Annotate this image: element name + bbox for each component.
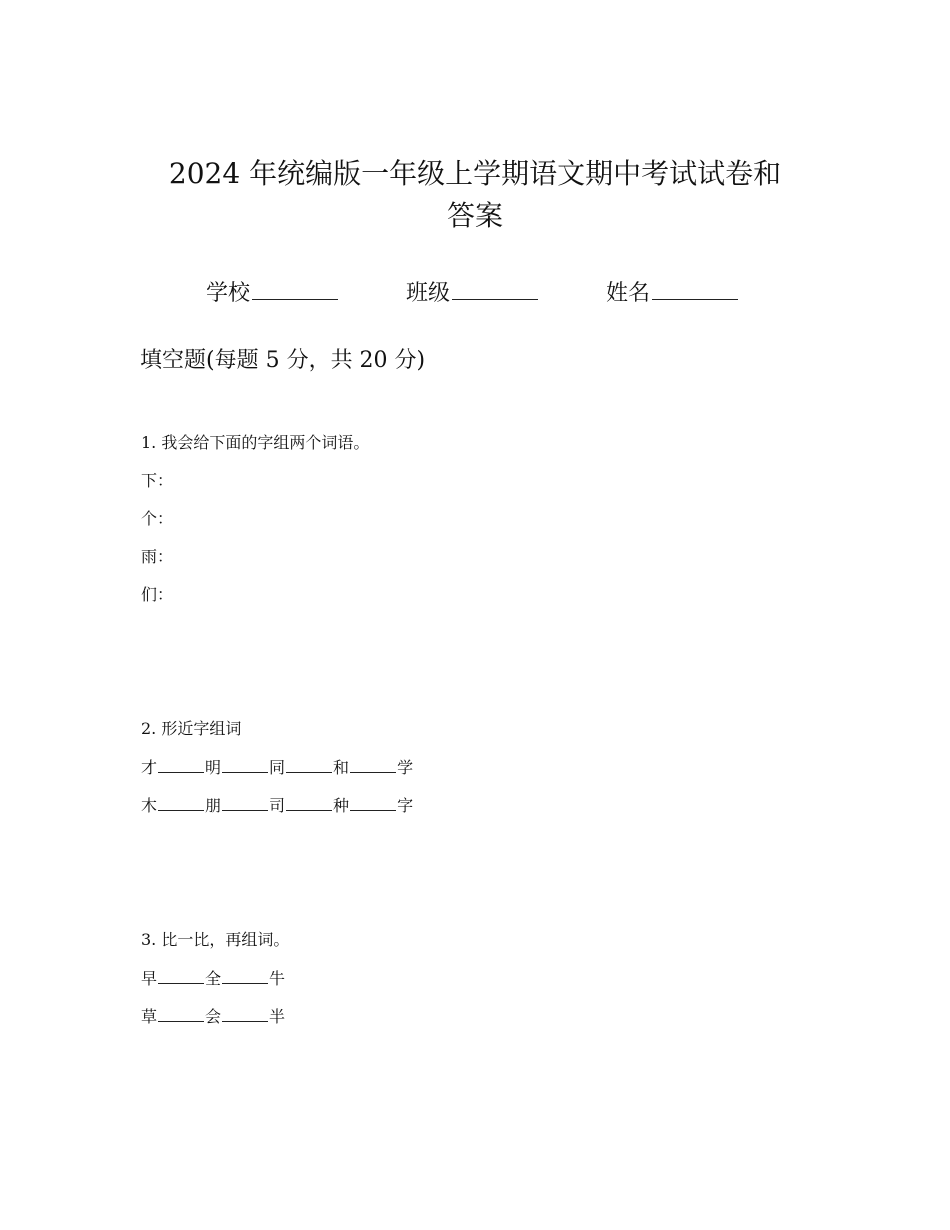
class-blank[interactable] xyxy=(452,277,538,300)
class-field xyxy=(406,277,538,310)
question-3-prompt: 3. 比一比，再组词。 xyxy=(141,930,290,949)
character: 草 xyxy=(141,1007,158,1026)
class-label: 班级 xyxy=(406,281,451,306)
school-field xyxy=(206,277,338,310)
question-3-row-2 xyxy=(141,1005,285,1028)
name-blank[interactable] xyxy=(652,277,738,300)
answer-blank[interactable] xyxy=(286,756,332,773)
school-blank[interactable] xyxy=(252,277,338,300)
answer-blank[interactable] xyxy=(158,967,204,984)
character: 会 xyxy=(205,1007,222,1026)
answer-blank[interactable] xyxy=(158,794,204,811)
character: 全 xyxy=(205,969,222,988)
answer-blank[interactable] xyxy=(222,1005,268,1022)
section-title: 填空题(每题 5 分，共 20 分) xyxy=(140,348,426,373)
character: 司 xyxy=(269,796,286,815)
character: 字 xyxy=(397,796,414,815)
question-1-item: 们： xyxy=(141,585,174,604)
school-label: 学校 xyxy=(206,281,251,306)
character: 种 xyxy=(333,796,350,815)
character: 学 xyxy=(397,758,414,777)
exam-title-line-1: 2024 年统编版一年级上学期语文期中考试试卷和 xyxy=(168,157,782,190)
character: 和 xyxy=(333,758,350,777)
question-2-prompt: 2. 形近字组词 xyxy=(141,719,242,738)
name-field xyxy=(606,277,738,310)
answer-blank[interactable] xyxy=(350,794,396,811)
question-1-prompt: 1. 我会给下面的字组两个词语。 xyxy=(141,433,370,452)
character: 才 xyxy=(141,758,158,777)
character: 明 xyxy=(205,758,222,777)
answer-blank[interactable] xyxy=(158,1005,204,1022)
name-label: 姓名 xyxy=(606,281,651,306)
answer-blank[interactable] xyxy=(286,794,332,811)
question-1-item: 雨： xyxy=(141,547,174,566)
character: 木 xyxy=(141,796,158,815)
question-1-item: 个： xyxy=(141,509,174,528)
answer-blank[interactable] xyxy=(222,794,268,811)
question-2-row-2 xyxy=(141,794,413,817)
answer-blank[interactable] xyxy=(222,967,268,984)
question-1-item: 下： xyxy=(141,471,174,490)
character: 早 xyxy=(141,969,158,988)
exam-title-line-2: 答案 xyxy=(446,199,503,232)
answer-blank[interactable] xyxy=(158,756,204,773)
character: 同 xyxy=(269,758,286,777)
character: 朋 xyxy=(205,796,222,815)
character: 半 xyxy=(269,1007,286,1026)
question-3-row-1 xyxy=(141,967,285,990)
character: 牛 xyxy=(269,969,286,988)
answer-blank[interactable] xyxy=(350,756,396,773)
question-2-row-1 xyxy=(141,756,413,779)
answer-blank[interactable] xyxy=(222,756,268,773)
